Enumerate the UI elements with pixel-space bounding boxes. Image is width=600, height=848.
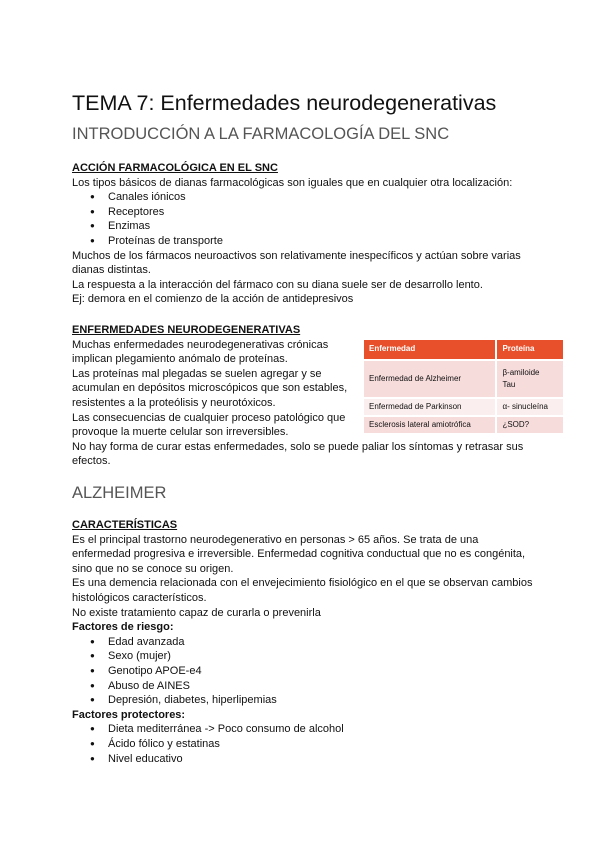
- list-item: ● Proteínas de transporte: [108, 234, 542, 249]
- protective-list: [72, 722, 537, 766]
- list-item: ● Edad avanzada: [108, 635, 537, 650]
- paragraph: No existe tratamiento capaz de curarla o prevenirla: [72, 606, 321, 619]
- list-item: ● Enzimas: [108, 219, 542, 234]
- text-line: acumulan en depósitos microscópicos que son estables,: [72, 382, 348, 395]
- table-header: Enfermedad: [364, 340, 496, 360]
- table-cell: Enfermedad de Alzheimer: [364, 360, 496, 398]
- protective-factors-label: Factores protectores:: [72, 708, 186, 721]
- table-cell: ¿SOD?: [496, 416, 564, 433]
- list: [72, 190, 542, 248]
- page-title: TEMA 7: Enfermedades neurodegenerativas: [72, 91, 497, 115]
- risk-list: [72, 635, 537, 708]
- list-item: ● Depresión, diabetes, hiperlipemias: [108, 693, 537, 708]
- list-item: ● Sexo (mujer): [108, 649, 537, 664]
- list-item: ● Dieta mediterránea -> Poco consumo de alcohol: [108, 722, 537, 737]
- risk-factors-label: Factores de riesgo:: [72, 621, 174, 634]
- table-row: [364, 360, 564, 398]
- list-item: ● Nivel educativo: [108, 752, 537, 767]
- list-item: ● Receptores: [108, 205, 542, 220]
- text-line: resistentes a la proteólisis y neurotóxicos.: [72, 396, 276, 409]
- section-accion: [72, 161, 542, 307]
- paragraph: No hay forma de curar estas enfermedades, solo se puede paliar los síntomas y retrasar sus efectos.: [72, 440, 524, 468]
- heading: ACCIÓN FARMACOLÓGICA EN EL SNC: [72, 162, 278, 174]
- list-item: ● Ácido fólico y estatinas: [108, 737, 537, 752]
- text-line: Muchas enfermedades neurodegenerativas crónicas: [72, 338, 329, 351]
- list-item: ● Abuso de AINES: [108, 679, 537, 694]
- section-caracteristicas: [72, 518, 537, 766]
- paragraph: Es una demencia relacionada con el envejecimiento fisiológico en el que se observan cambios histológicos característicos.: [72, 577, 533, 604]
- section-title-alzheimer: ALZHEIMER: [72, 484, 167, 502]
- table-cell: Esclerosis lateral amiotrófica: [364, 416, 496, 433]
- paragraph: Ej: demora en el comienzo de la acción de antidepresivos: [72, 293, 354, 306]
- section-title-intro: INTRODUCCIÓN A LA FARMACOLOGÍA DEL SNC: [72, 125, 450, 143]
- text-line: provoque la muerte celular son irreversibles.: [72, 426, 289, 439]
- list-item: ● Canales iónicos: [108, 190, 542, 205]
- paragraph: Es el principal trastorno neurodegenerativo en personas > 65 años. Se trata de una enfermedad progresiva e irreversible. Enfermedad cognitiva conductual que no es congénita, sino que no se conoce su origen.: [72, 533, 526, 575]
- disease-protein-table: [364, 340, 565, 433]
- table-cell: β-amiloide: [502, 367, 540, 377]
- table-cell: α- sinucleína: [496, 398, 564, 416]
- paragraph: La respuesta a la interacción del fármaco con su diana suele ser de desarrollo lento.: [72, 278, 483, 291]
- table-cell: Enfermedad de Parkinson: [364, 398, 496, 416]
- table-header: Proteína: [496, 340, 564, 360]
- text-line: Las consecuencias de cualquier proceso patológico que: [72, 411, 346, 424]
- table-row: [364, 398, 564, 416]
- heading: CARACTERÍSTICAS: [72, 519, 178, 531]
- text-line: Las proteínas mal plegadas se suelen agregar y se: [72, 367, 322, 380]
- list-item: ● Genotipo APOE-e4: [108, 664, 537, 679]
- text-line: implican plegamiento anómalo de proteínas.: [72, 353, 288, 366]
- table-cell: Tau: [502, 379, 516, 389]
- heading: ENFERMEDADES NEURODEGENERATIVAS: [72, 324, 301, 336]
- paragraph: Muchos de los fármacos neuroactivos son relativamente inespecíficos y actúan sobre varias dianas distintas.: [72, 249, 521, 277]
- paragraph: Los tipos básicos de dianas farmacológicas son iguales que en cualquier otra localización:: [72, 176, 513, 189]
- table-row: [364, 416, 564, 433]
